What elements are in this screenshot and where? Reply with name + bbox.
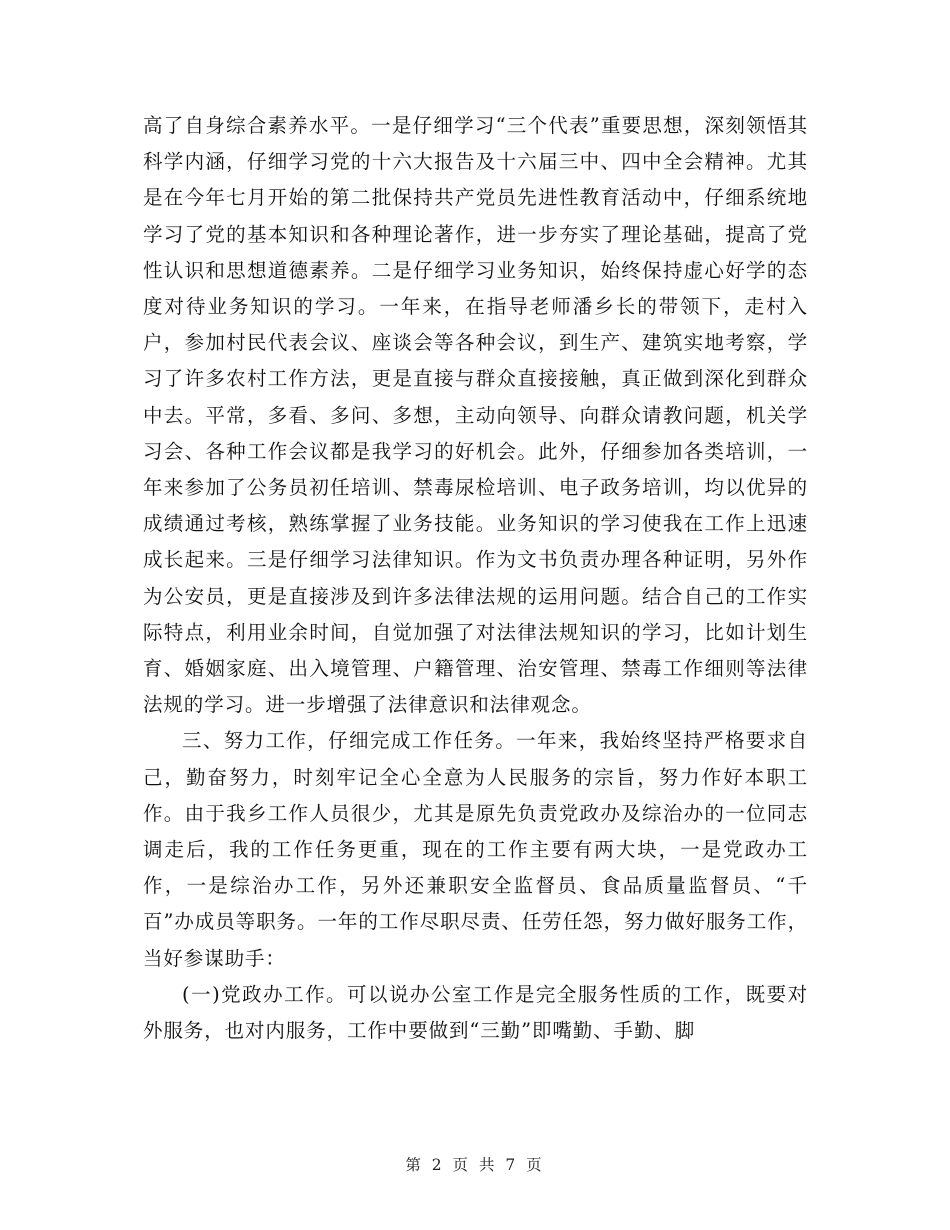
paragraph-study-continuation: 高了自身综合素养水平。一是仔细学习“三个代表”重要思想，深刻领悟其科学内涵，仔细学习党的十六大报告及十六届三中、四中全会精神。尤其是在今年七月开始的第二批保持共产党员先进性教育活动中，仔细系统地学习了党的基本知识和各种理论著作，进一步夯实了理论基础，提高了党性认识和思想道德素养。二是仔细学习业务知识，始终保持虚心好学的态度对待业务知识的学习。一年来，在指导老师潘乡长的带领下，走村入户，参加村民代表会议、座谈会等各种会议，到生产、建筑实地考察，学习了许多农村工作方法，更是直接与群众直接接触，真正做到深化到群众中去。平常，多看、多问、多想，主动向领导、向群众请教问题，机关学习会、各种工作会议都是我学习的好机会。此外，仔细参加各类培训，一年来参加了公务员初任培训、禁毒尿检培训、电子政务培训，均以优异的成绩通过考核，熟练掌握了业务技能。业务知识的学习使我在工作上迅速成长起来。三是仔细学习法律知识。作为文书负责办理各种证明，另外作为公安员，更是直接涉及到许多法律法规的运用问题。结合自己的工作实际特点，利用业余时间，自觉加强了对法律法规知识的学习，比如计划生育、婚姻家庭、出入境管理、户籍管理、治安管理、禁毒工作细则等法律法规的学习。进一步增强了法律意识和法律观念。 [143, 114, 808, 717]
document-body [143, 108, 808, 1049]
page-number-footer: 第 2 页 共 7 页 [405, 1156, 545, 1174]
paragraph-party-office-work: (一)党政办工作。可以说办公室工作是完全服务性质的工作，既要对外服务，也对内服务，工作中要做到“三勤”即嘴勤、手勤、脚 [143, 982, 808, 1043]
paragraph-section-three: 三、努力工作，仔细完成工作任务。一年来，我始终坚持严格要求自己，勤奋努力，时刻牢记全心全意为人民服务的宗旨，努力作好本职工作。由于我乡工作人员很少，尤其是原先负责党政办及综治办的一位同志调走后，我的工作任务更重，现在的工作主要有两大块，一是党政办工作，一是综治办工作，另外还兼职安全监督员、食品质量监督员、“千百”办成员等职务。一年的工作尽职尽责、任劳任怨，努力做好服务工作，当好参谋助手： [143, 729, 808, 970]
